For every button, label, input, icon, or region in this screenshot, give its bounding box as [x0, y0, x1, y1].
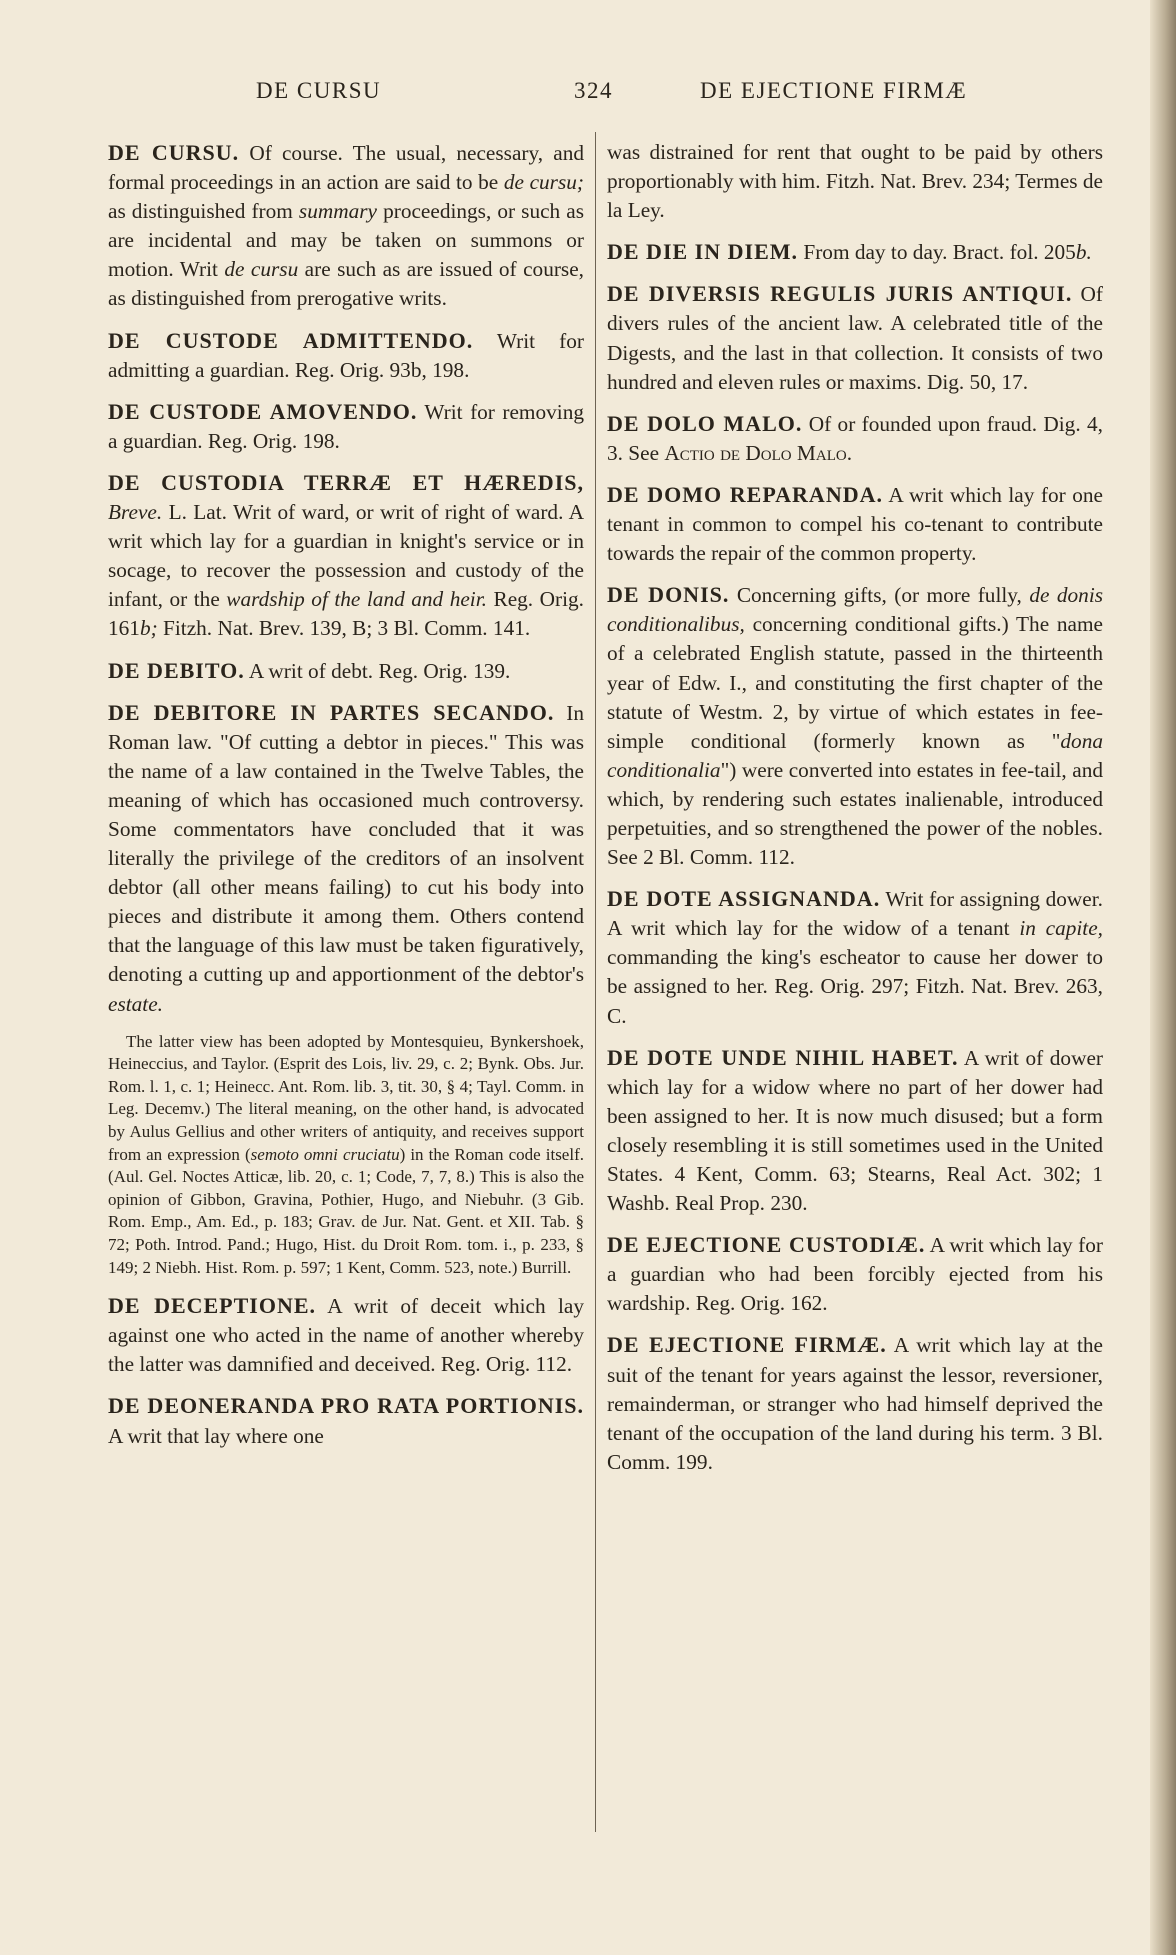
definition-text: From day to day. Bract. fol. 205: [798, 240, 1076, 265]
italic-term: estate.: [108, 991, 163, 1016]
definition-text: Concerning gifts, (or more fully,: [729, 583, 1030, 608]
entry-de-domo-reparanda: [607, 480, 1103, 568]
headword: DE DEONERANDA PRO RATA PORTIONIS.: [108, 1393, 584, 1419]
italic-term: dona conditionalia: [607, 728, 1103, 782]
definition-text: A writ of debt. Reg. Orig. 139.: [244, 658, 511, 683]
entry-de-ejectione-custodiae: [607, 1230, 1103, 1318]
headword: DE DIVERSIS REGULIS JURIS ANTIQUI.: [607, 281, 1073, 307]
cross-reference: Actio de Dolo Malo.: [664, 440, 853, 465]
italic-term: Breve.: [108, 500, 163, 525]
entry-de-cursu: [108, 138, 584, 314]
entry-de-custode-amovendo: [108, 397, 584, 456]
definition-text: A writ which lay for a guardian who had been forcibly ejected from his wardship. Reg. Orig. 162.: [607, 1233, 1103, 1316]
entry-de-deceptione: [108, 1291, 584, 1379]
note-text: The latter view has been adopted by Montesquieu, Bynkershoek, Heineccius, and Taylor. (Esprit des Lois, liv. 29, c. 2; Bynk. Obs. Jur. Rom. l. 1, c. 1; Heinecc. Ant. Rom. lib. 3, tit. 30, § 4; Tayl. Comm. in Leg. Decemv.) The literal meaning, on the other hand, is advocated by Aulus Gellius and other writers of antiquity, and receives support from an expression (: [108, 1031, 584, 1164]
column-divider: [595, 132, 596, 1832]
headword: DE DOTE UNDE NIHIL HABET.: [607, 1044, 959, 1070]
headword: DE DIE IN DIEM.: [607, 239, 799, 265]
italic-term: summary: [298, 199, 378, 224]
italic-term: wardship of the land and heir.: [226, 587, 487, 612]
definition-text: Of divers rules of the ancient law. A celebrated title of the Digests, and the last in that collection. It consists of two hundred and eleven rules or maxims. Dig. 50, 17.: [607, 282, 1103, 394]
headword: DE DOTE ASSIGNANDA.: [607, 886, 881, 912]
italic-term: de cursu: [224, 257, 299, 282]
headword: DE DONIS.: [607, 582, 730, 608]
italic-term: de donis conditionalibus,: [607, 583, 1104, 637]
italic-term: b;: [139, 616, 158, 641]
definition-text: Reg. Orig. 161: [108, 587, 584, 641]
definition-text: A writ of dower which lay for a widow where no part of her dower had been assigned to her. It is now much disused; but a form closely resembling it is still sometimes used in the United States. 4 Kent, Comm. 63; Stearns, Real Act. 302; 1 Washb. Real Prop. 230.: [607, 1045, 1103, 1216]
entry-de-debito: [108, 656, 584, 686]
definition-text: was distrained for rent that ought to be paid by others proportionably with him. Fitzh. Nat. Brev. 234; Termes de la Ley.: [607, 140, 1103, 223]
headword: DE EJECTIONE CUSTODIÆ.: [607, 1232, 926, 1258]
entry-de-dolo-malo: [607, 409, 1103, 468]
definition-text: Of course. The usual, necessary, and formal proceedings in an action are said to be: [108, 141, 584, 195]
headword: DE CUSTODE AMOVENDO.: [108, 398, 418, 424]
note-debitore: [108, 1031, 584, 1280]
headword: DE EJECTIONE FIRMÆ.: [607, 1332, 887, 1358]
entry-de-custode-admittendo: [108, 326, 584, 385]
entry-de-diversis-regulis: [607, 279, 1103, 396]
definition-text: In Roman law. "Of cutting a debtor in pieces." This was the name of a law contained in the Twelve Tables, the meaning of which has occasioned much controversy. Some commentators have concluded that it was literally the privilege of the creditors of an insolvent debtor (all other means failing) to cut his body into pieces and distribute it among them. Others contend that the language of this law must be taken figuratively, denoting a cutting up and apportionment of the debtor's: [108, 700, 584, 987]
header-right-guideword: DE EJECTIONE FIRMÆ: [700, 78, 968, 103]
entry-de-dote-unde-nihil-habet: [607, 1043, 1103, 1219]
entry-de-die-in-diem: [607, 237, 1103, 267]
headword: DE DOLO MALO.: [607, 410, 803, 436]
definition-text: Writ for removing a guardian. Reg. Orig. 198.: [108, 399, 584, 453]
headword: DE DECEPTIONE.: [108, 1293, 317, 1319]
definition-text: A writ of deceit which lay against one who acted in the name of another whereby the latter was damnified and deceived. Reg. Orig. 112.: [108, 1294, 584, 1377]
italic-term: in capite,: [1019, 916, 1104, 941]
headword: DE DEBITORE IN PARTES SECANDO.: [108, 699, 555, 725]
definition-text: commanding the king's escheator to cause her dower to be assigned to her. Reg. Orig. 297; Fitzh. Nat. Brev. 263, C.: [607, 945, 1103, 1028]
right-column: [607, 138, 1103, 1489]
definition-text: as distinguished from: [108, 199, 299, 224]
entry-de-debitore: [108, 698, 584, 1019]
header-left-guideword: DE CURSU: [256, 78, 382, 103]
definition-text: A writ which lay for one tenant in common to compel his co-tenant to contribute towards the repair of the common property.: [607, 482, 1103, 566]
page-number: 324: [574, 78, 613, 103]
entry-de-dote-assignanda: [607, 884, 1103, 1030]
definition-text: Of or founded upon fraud. Dig. 4, 3. See: [607, 411, 1103, 465]
headword: DE CUSTODIA TERRÆ ET HÆREDIS,: [108, 469, 584, 495]
entry-de-deoneranda: [108, 1391, 584, 1450]
entry-de-donis: [607, 580, 1103, 872]
entry-de-custodia-terrae: [108, 468, 584, 644]
headword: DE DEBITO.: [108, 657, 245, 683]
definition-text: proceedings, or such as are incidental and may be taken on summons or motion. Writ: [108, 199, 584, 282]
definition-text: A writ which lay at the suit of the tenant for years against the lessor, reversioner, remainderman, or stranger who had himself deprived the tenant of the occupation of the land during his term. 3 Bl. Comm. 199.: [607, 1333, 1104, 1474]
definition-text: L. Lat. Writ of ward, or writ of right of ward. A writ which lay for a guardian in knight's service or in socage, to recover the possession and custody of the infant, or the: [108, 500, 584, 612]
italic-term: semoto omni cruciatu: [250, 1144, 400, 1164]
italic-term: de cursu;: [503, 170, 584, 195]
headword: DE CURSU.: [108, 140, 240, 165]
italic-term: b.: [1075, 240, 1092, 265]
definition-text: concerning conditional gifts.) The name of a celebrated English statute, passed in the thirteenth year of Edw. I., and constituting the first chapter of the statute of Westm. 2, by virtue of which estates in fee-simple conditional (formerly known as ": [607, 612, 1103, 753]
entry-de-deoneranda-continued: [607, 138, 1103, 225]
note-text: ) in the Roman code itself. (Aul. Gel. Noctes Atticæ, lib. 20, c. 1; Code, 7, 7, 8.) This is also the opinion of Gibbon, Gravina, Pothier, Hugo, and Niebuhr. (3 Gib. Rom. Emp., Am. Ed., p. 183; Grav. de Jur. Nat. Gent. et XII. Tab. § 72; Poth. Introd. Pand.; Hugo, Hist. du Droit Rom. tom. i., p. 233, § 149; 2 Niebh. Hist. Rom. p. 597; 1 Kent, Comm. 523, note.) Burrill.: [108, 1144, 584, 1277]
entry-de-ejectione-firmae: [607, 1330, 1103, 1476]
page-edge: [1150, 0, 1176, 1955]
definition-text: are such as are issued of course, as distinguished from prerogative writs.: [108, 257, 584, 311]
definition-text: Fitzh. Nat. Brev. 139, B; 3 Bl. Comm. 141.: [157, 616, 531, 641]
headword: DE CUSTODE ADMITTENDO.: [108, 327, 474, 353]
running-header: [96, 78, 1136, 118]
definition-text: Writ for assigning dower. A writ which lay for the widow of a tenant: [607, 887, 1104, 941]
definition-text: ") were converted into estates in fee-tail, and which, by rendering such estates inalienable, introduced perpetuities, and so strengthened the power of the nobles. See 2 Bl. Comm. 112.: [607, 757, 1103, 870]
definition-text: A writ that lay where one: [108, 1423, 324, 1448]
definition-text: Writ for admitting a guardian. Reg. Orig. 93b, 198.: [108, 328, 584, 382]
left-column: [108, 138, 584, 1463]
headword: DE DOMO REPARANDA.: [607, 481, 883, 507]
